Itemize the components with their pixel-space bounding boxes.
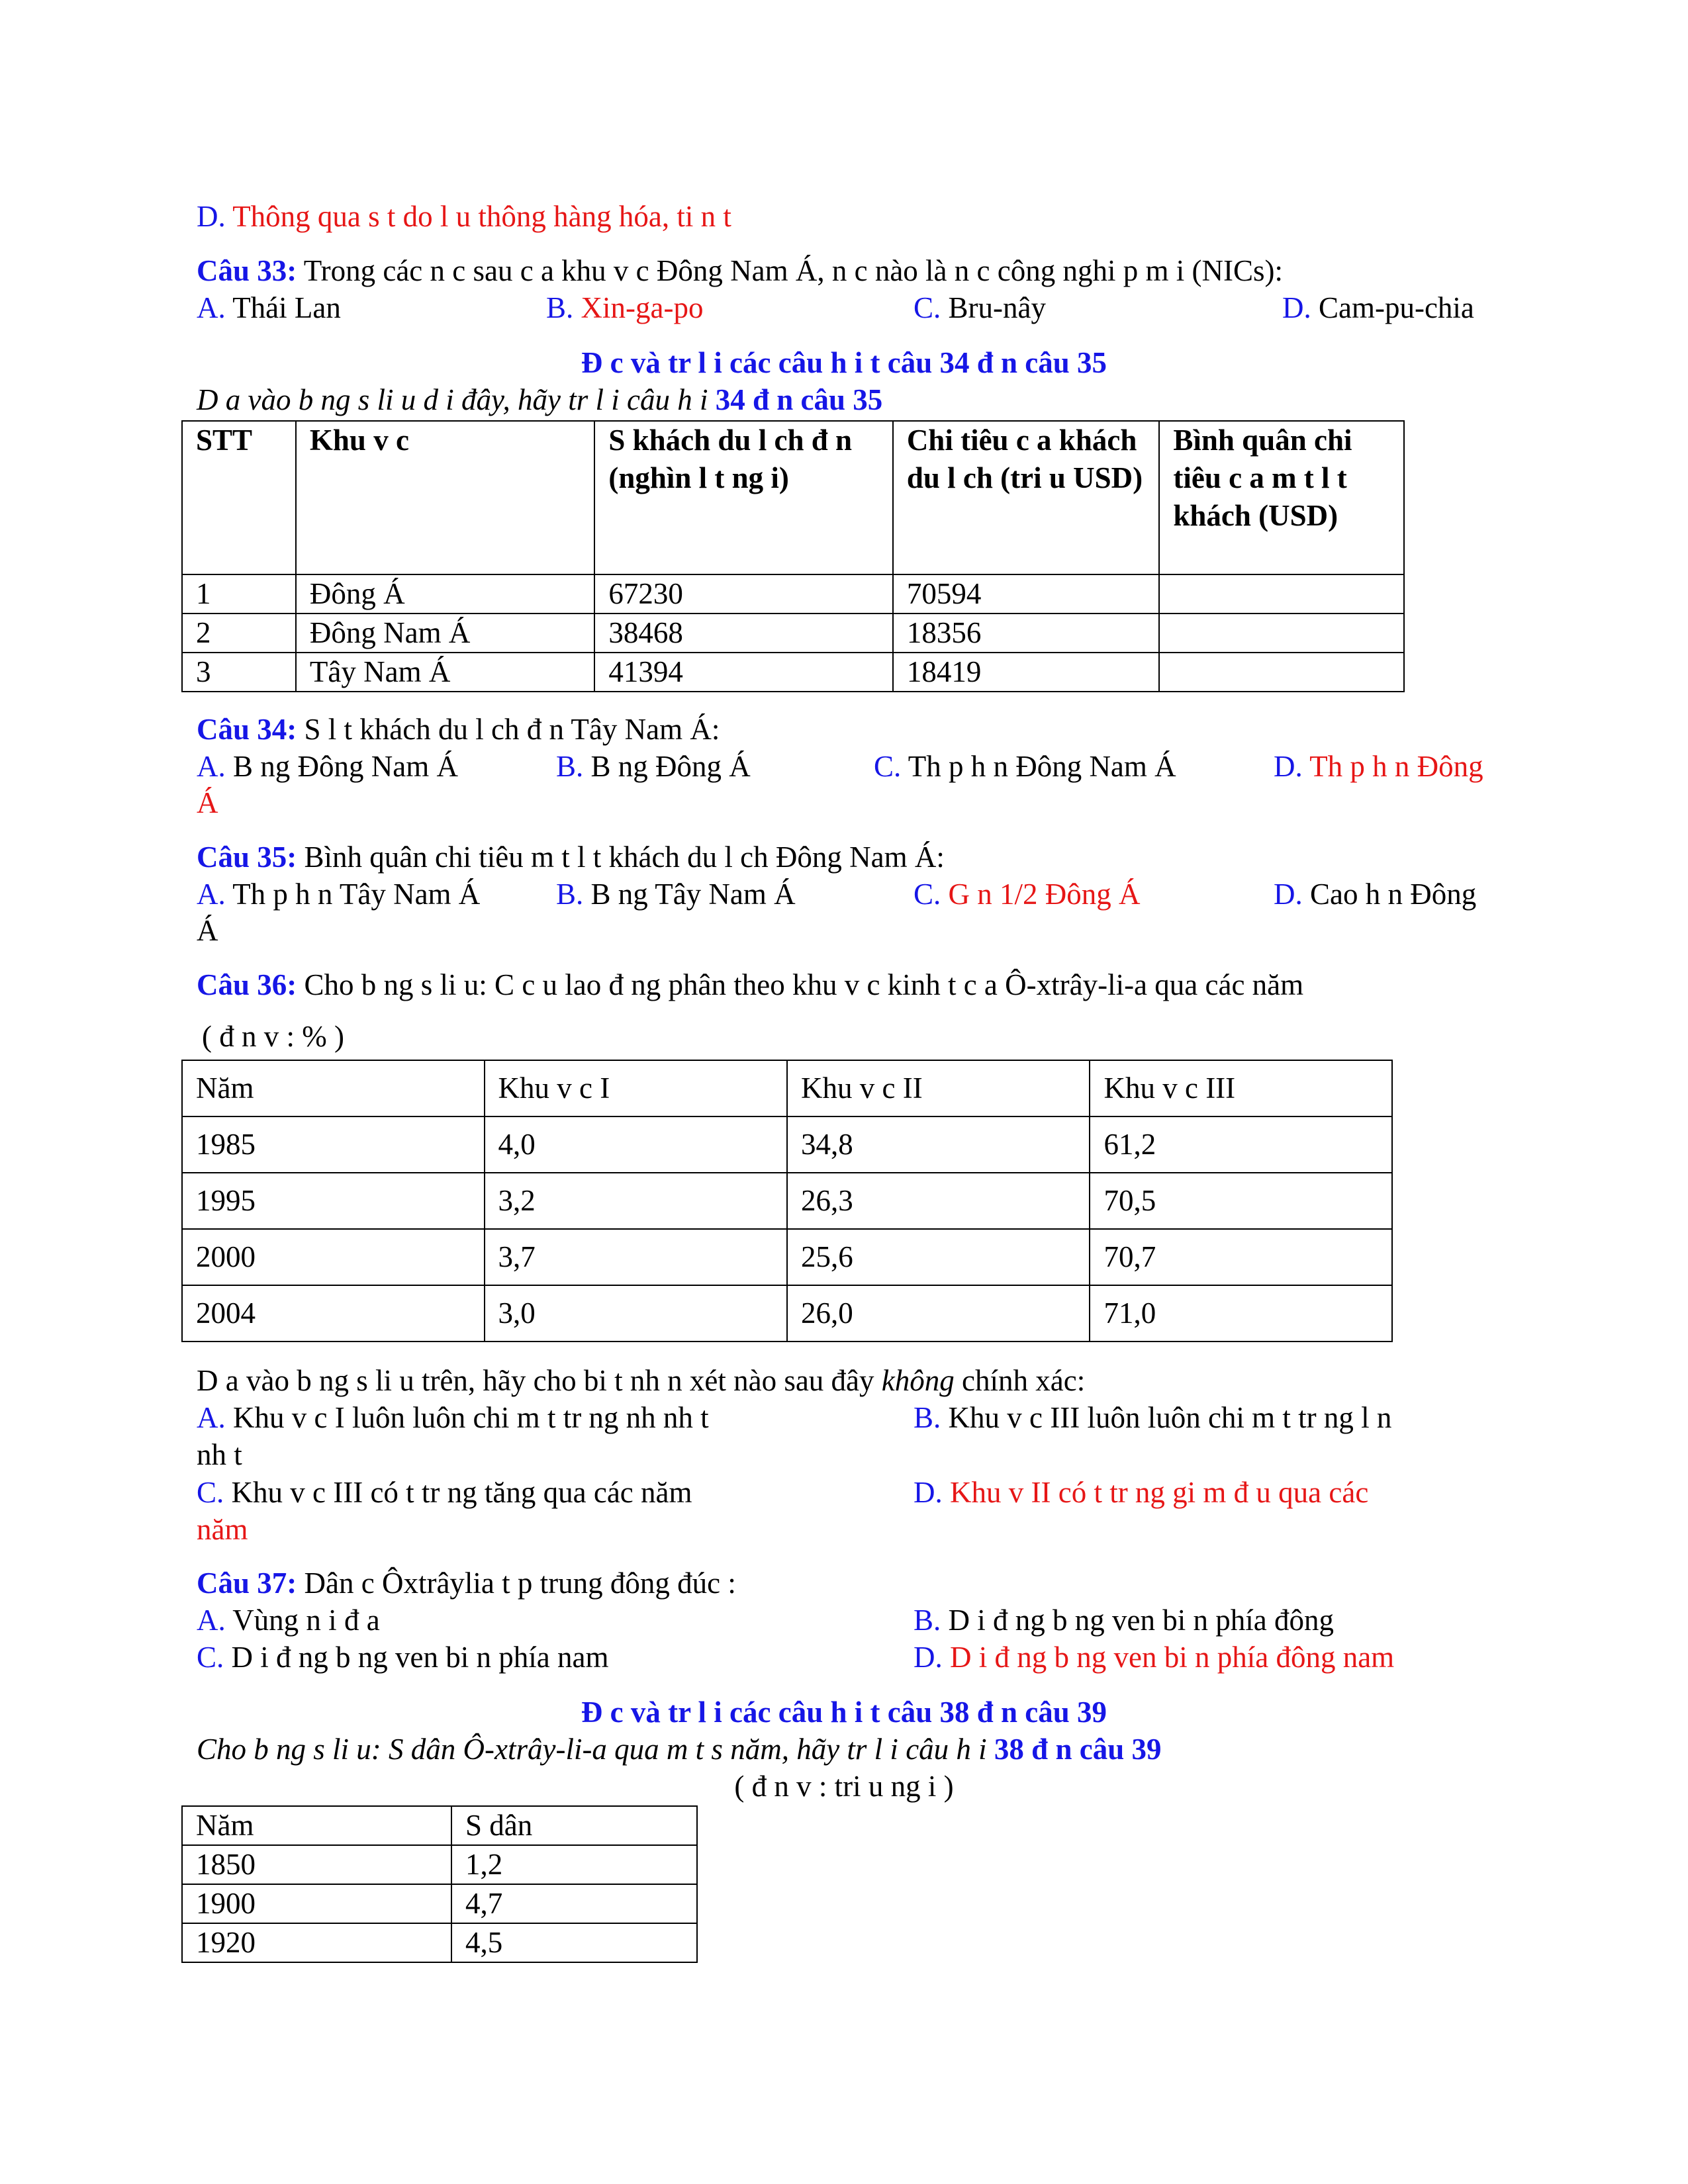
q33-option-b: [546, 293, 703, 323]
table-cell: [1159, 653, 1404, 692]
table-row: [182, 653, 1404, 692]
table-cell: 1: [182, 574, 296, 614]
option-text: B ng Tây Nam Á: [590, 878, 796, 911]
option-text: Thông qua s t do l u thông hàng hóa, ti n t: [232, 200, 731, 233]
table-cell: 1995: [182, 1173, 485, 1229]
table-cell: [1159, 614, 1404, 653]
q36-option-d-continued: năm: [197, 1513, 248, 1546]
option-letter: B.: [914, 1401, 941, 1434]
table-cell: 1920: [182, 1923, 451, 1962]
header-cell: Năm: [182, 1060, 485, 1116]
q35-option-d-continued: Á: [197, 914, 218, 947]
table-row: [182, 1845, 697, 1884]
question-label: Câu 35:: [197, 841, 297, 874]
q32-option-d: [197, 202, 731, 232]
option-text: B ng Đông Nam Á: [233, 750, 458, 783]
population-table: [181, 1805, 698, 1963]
option-letter: D.: [197, 200, 226, 233]
q34-option-d-continued: Á: [197, 786, 218, 819]
question-label: Câu 37:: [197, 1567, 297, 1600]
option-letter: A.: [197, 750, 226, 783]
table-cell: 26,3: [787, 1173, 1090, 1229]
q33-option-d: [1282, 293, 1474, 323]
q36-option-b-continued: nh t: [197, 1438, 242, 1471]
table-header-row: [182, 421, 1404, 574]
table-cell: 4,5: [451, 1923, 697, 1962]
q36-option-b: [914, 1403, 1391, 1433]
instruction-text-end: chính xác:: [954, 1364, 1086, 1397]
option-letter: D.: [914, 1476, 943, 1509]
labor-structure-table: [181, 1060, 1393, 1342]
question-text: Bình quân chi tiêu m t l t khách du l ch Đông Nam Á:: [297, 841, 945, 874]
q35-option-d: [1274, 880, 1476, 909]
q34-option-c: [874, 752, 1176, 782]
table-row: [182, 1884, 697, 1923]
instruction-text: Cho b ng s li u: S dân Ô-xtrây-li-a qua m t s năm, hãy tr l i câu h i: [197, 1733, 994, 1766]
question-text: Trong các n c sau c a khu v c Đông Nam Á, n c nào là n c công nghi p m i (NICs):: [297, 254, 1283, 287]
q34-option-a: [197, 752, 458, 782]
q37-option-c: [197, 1643, 608, 1672]
option-text: Th p h n Đông: [1309, 750, 1483, 783]
q36-option-a: [197, 1403, 709, 1433]
question-text: Cho b ng s li u: C c u lao đ ng phân theo khu v c kinh t c a Ô-xtrây-li-a qua các năm: [297, 968, 1304, 1001]
q35-option-c: [914, 880, 1141, 909]
table-cell: 3,7: [485, 1229, 787, 1285]
option-text: Cao h n Đông: [1310, 878, 1477, 911]
header-cell: Khu v c I: [485, 1060, 787, 1116]
table-cell: [1159, 574, 1404, 614]
option-letter: C.: [197, 1476, 224, 1509]
option-letter: A.: [197, 878, 226, 911]
table-cell: 3,0: [485, 1285, 787, 1342]
option-letter: C.: [914, 291, 941, 324]
table-row: [182, 1116, 1392, 1173]
question-34: [197, 715, 720, 745]
table-row: [182, 1923, 697, 1962]
table-cell: 4,0: [485, 1116, 787, 1173]
tourism-table: [181, 420, 1405, 692]
option-letter: B.: [914, 1604, 941, 1637]
question-37: [197, 1569, 736, 1598]
option-letter: A.: [197, 291, 226, 324]
question-label: Câu 36:: [197, 968, 297, 1001]
table-row: [182, 1173, 1392, 1229]
section-heading: Đ c và tr l i các câu h i t câu 38 đ n câu 39: [581, 1696, 1107, 1729]
option-letter: C.: [874, 750, 902, 783]
table-cell: 2004: [182, 1285, 485, 1342]
question-label: Câu 34:: [197, 713, 297, 746]
table-header-row: [182, 1060, 1392, 1116]
table-cell: 41394: [594, 653, 892, 692]
table-row: [182, 1285, 1392, 1342]
option-text: Bru-nây: [948, 291, 1046, 324]
section-heading: Đ c và tr l i các câu h i t câu 34 đ n câu 35: [581, 346, 1107, 379]
option-text: D i đ ng b ng ven bi n phía nam: [231, 1641, 609, 1674]
option-letter: B.: [556, 750, 584, 783]
q35-option-a: [197, 880, 480, 909]
table-cell: 2: [182, 614, 296, 653]
table-cell: Đông Nam Á: [296, 614, 594, 653]
option-text: B ng Đông Á: [590, 750, 751, 783]
table-cell: 1985: [182, 1116, 485, 1173]
table-cell: 67230: [594, 574, 892, 614]
option-letter: D.: [1274, 750, 1303, 783]
table-row: [182, 614, 1404, 653]
table-cell: 18356: [893, 614, 1160, 653]
table-cell: 70,5: [1090, 1173, 1392, 1229]
header-cell: S dân: [451, 1806, 697, 1845]
option-text: Khu v II có t tr ng gi m đ u qua các: [950, 1476, 1369, 1509]
option-letter: B.: [546, 291, 574, 324]
q37-option-d: [914, 1643, 1394, 1672]
header-cell: Khu v c: [296, 421, 594, 574]
option-letter: D.: [1274, 878, 1303, 911]
option-text: Th p h n Tây Nam Á: [232, 878, 481, 911]
option-text: Khu v c I luôn luôn chi m t tr ng nh nh t: [233, 1401, 709, 1434]
question-label: Câu 33:: [197, 254, 297, 287]
table-cell: 1900: [182, 1884, 451, 1923]
q33-option-a: [197, 293, 341, 323]
unit-label: ( đ n v : % ): [202, 1020, 344, 1053]
q33-option-c: [914, 293, 1046, 323]
table-cell: 25,6: [787, 1229, 1090, 1285]
option-text: D i đ ng b ng ven bi n phía đông: [948, 1604, 1334, 1637]
question-33: [197, 256, 1283, 286]
header-cell: Khu v c II: [787, 1060, 1090, 1116]
table-cell: 1850: [182, 1845, 451, 1884]
table-cell: 34,8: [787, 1116, 1090, 1173]
section-instruction: [197, 385, 882, 415]
option-text: Thái Lan: [232, 291, 341, 324]
table-row: [182, 1229, 1392, 1285]
instruction-text: D a vào b ng s li u d i đây, hãy tr l i câu h i: [197, 383, 716, 416]
option-text: Xin-ga-po: [581, 291, 704, 324]
option-text: G n 1/2 Đông Á: [948, 878, 1141, 911]
option-text: Vùng n i đ a: [232, 1604, 380, 1637]
instruction-range: 34 đ n câu 35: [715, 383, 883, 416]
instruction-emphasis: không: [881, 1364, 955, 1397]
question-36: [197, 970, 1303, 1000]
table-cell: Đông Á: [296, 574, 594, 614]
header-cell: S khách du l ch đ n (nghìn l t ng i): [594, 421, 892, 574]
header-cell: STT: [182, 421, 296, 574]
question-text: S l t khách du l ch đ n Tây Nam Á:: [297, 713, 720, 746]
table-cell: 70,7: [1090, 1229, 1392, 1285]
option-text: D i đ ng b ng ven bi n phía đông nam: [950, 1641, 1395, 1674]
q37-option-b: [914, 1606, 1334, 1635]
q36-instruction: [197, 1366, 1085, 1396]
table-cell: 61,2: [1090, 1116, 1392, 1173]
option-letter: B.: [556, 878, 584, 911]
table-cell: 3: [182, 653, 296, 692]
table-cell: 38468: [594, 614, 892, 653]
header-cell: Năm: [182, 1806, 451, 1845]
table-cell: 1,2: [451, 1845, 697, 1884]
table-cell: 2000: [182, 1229, 485, 1285]
question-35: [197, 842, 945, 872]
option-text: Khu v c III có t tr ng tăng qua các năm: [231, 1476, 692, 1509]
option-text: Cam-pu-chia: [1319, 291, 1474, 324]
header-cell: Bình quân chi tiêu c a m t l t khách (USD): [1159, 421, 1404, 574]
table-cell: 18419: [893, 653, 1160, 692]
q36-option-c: [197, 1478, 692, 1508]
section-instruction: [197, 1735, 1161, 1764]
table-header-row: [182, 1806, 697, 1845]
table-cell: 3,2: [485, 1173, 787, 1229]
option-letter: A.: [197, 1604, 226, 1637]
table-row: [182, 574, 1404, 614]
option-letter: D.: [914, 1641, 943, 1674]
instruction-text: D a vào b ng s li u trên, hãy cho bi t nh n xét nào sau đây: [197, 1364, 882, 1397]
q34-option-d: [1274, 752, 1483, 782]
header-cell: Khu v c III: [1090, 1060, 1392, 1116]
table-cell: 26,0: [787, 1285, 1090, 1342]
option-text: Khu v c III luôn luôn chi m t tr ng l n: [948, 1401, 1392, 1434]
question-text: Dân c Ôxtrâylia t p trung đông đúc :: [297, 1567, 736, 1600]
table-cell: 70594: [893, 574, 1160, 614]
q37-option-a: [197, 1606, 380, 1635]
option-letter: C.: [914, 878, 941, 911]
option-letter: C.: [197, 1641, 224, 1674]
table-cell: 71,0: [1090, 1285, 1392, 1342]
table-cell: 4,7: [451, 1884, 697, 1923]
unit-label: ( đ n v : tri u ng i ): [734, 1770, 954, 1803]
instruction-range: 38 đ n câu 39: [994, 1733, 1162, 1766]
option-letter: D.: [1282, 291, 1311, 324]
option-letter: A.: [197, 1401, 226, 1434]
table-cell: Tây Nam Á: [296, 653, 594, 692]
header-cell: Chi tiêu c a khách du l ch (tri u USD): [893, 421, 1160, 574]
q36-option-d: [914, 1478, 1368, 1508]
option-text: Th p h n Đông Nam Á: [908, 750, 1176, 783]
q34-option-b: [556, 752, 751, 782]
q35-option-b: [556, 880, 796, 909]
